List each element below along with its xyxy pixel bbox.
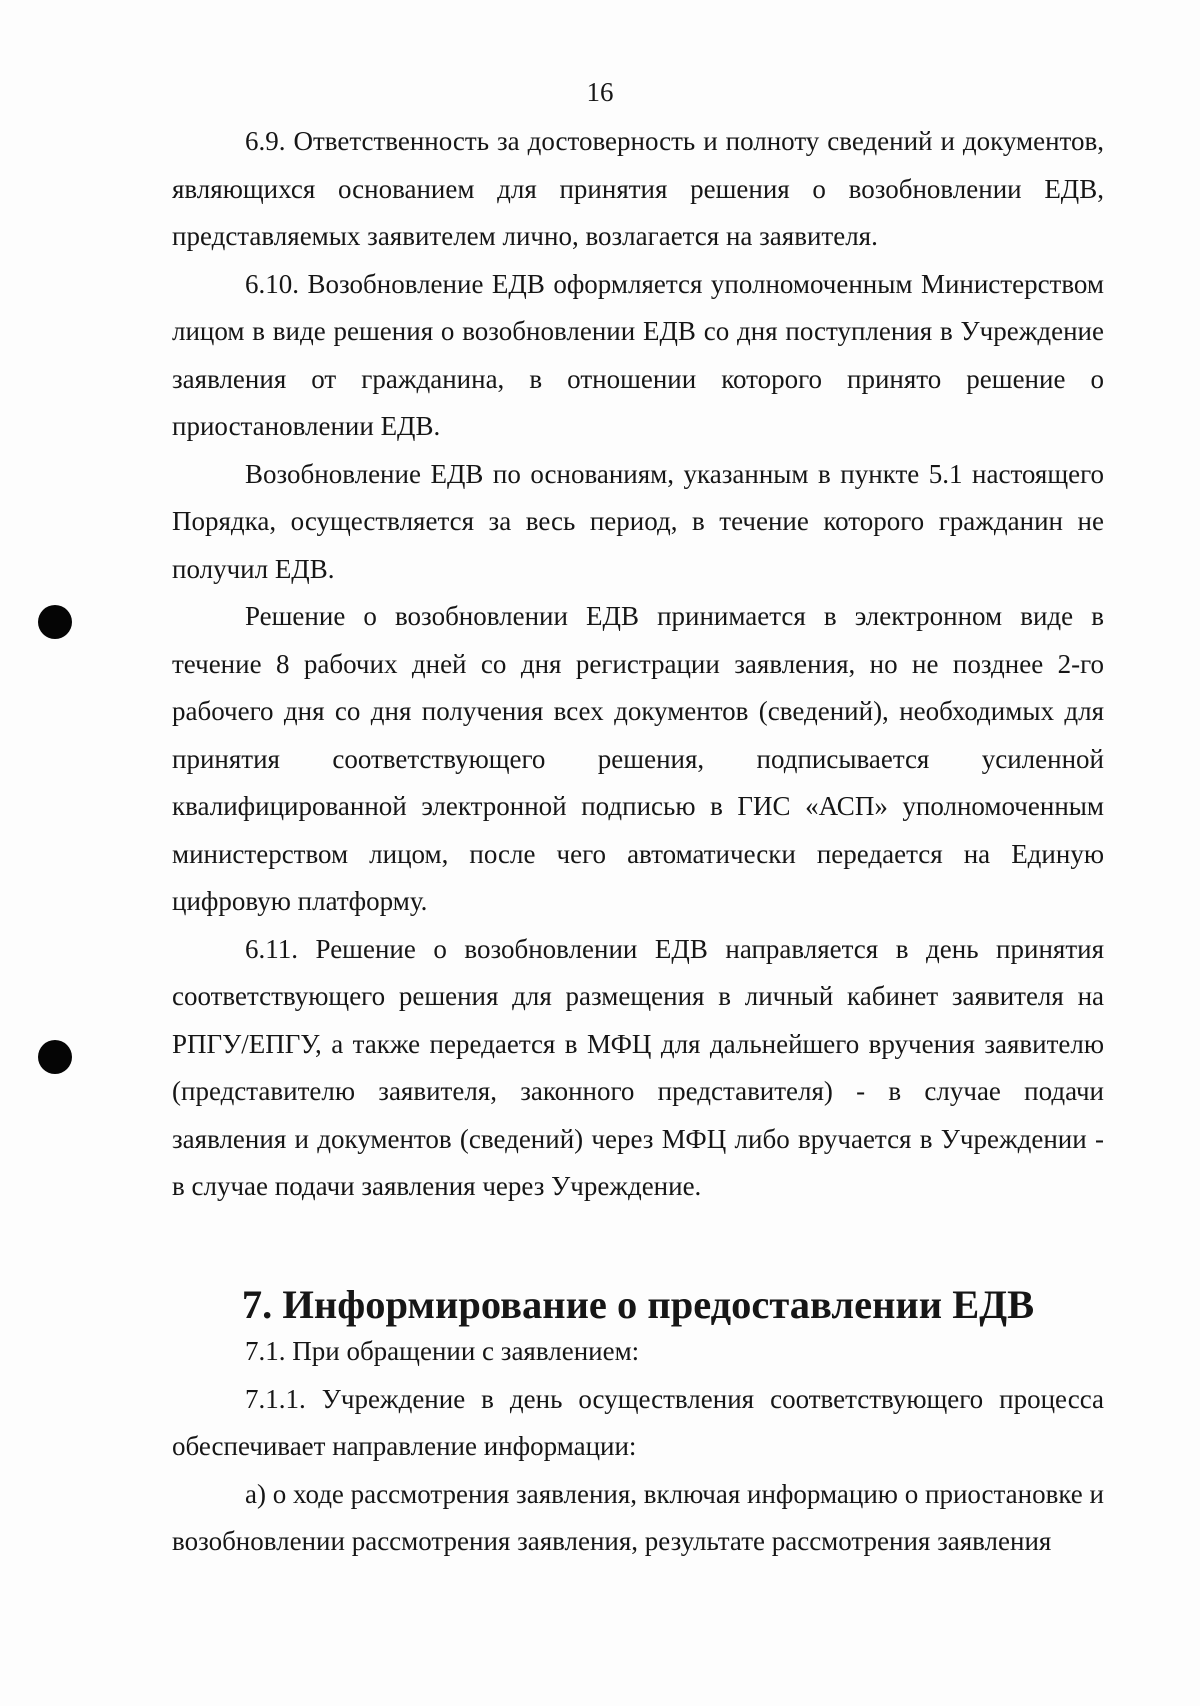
paragraph-6-11: 6.11. Решение о возобновлении ЕДВ направляется в день принятия соответствующего решения для размещения в личный кабинет заявителя на РПГУ/ЕПГУ, а также передается в МФЦ для дальнейшего вручения заявителю (представителю заявителя, законного представителя) - в случае подачи заявления и документов (сведений) через МФЦ либо вручается в Учреждении - в случае подачи заявления через Учреждение.	[172, 933, 1104, 1201]
document-body	[172, 118, 1104, 1566]
punch-hole-top	[38, 605, 72, 639]
punch-hole-bottom	[38, 1040, 72, 1074]
paragraph-6-9: 6.9. Ответственность за достоверность и полноту сведений и документов, являющихся основанием для принятия решения о возобновлении ЕДВ, представляемых заявителем лично, возлагается на заявителя.	[172, 126, 1104, 251]
paragraph-7-1-1-a: а) о ходе рассмотрения заявления, включая информацию о приостановке и возобновлении рассмотрения заявления, результате рассмотрения заявления	[172, 1478, 1104, 1556]
paragraph-7-1-1: 7.1.1. Учреждение в день осуществления соответствующего процесса обеспечивает направление информации:	[172, 1383, 1104, 1461]
section-7-heading: 7. Информирование о предоставлении ЕДВ	[241, 1281, 1035, 1327]
paragraph-6-10: 6.10. Возобновление ЕДВ оформляется уполномоченным Министерством лицом в виде решения о возобновлении ЕДВ со дня поступления в Учреждение заявления от гражданина, в отношении которого принято решение о приостановлении ЕДВ.	[172, 268, 1104, 441]
page-number: 16	[586, 77, 614, 107]
paragraph-resumption-decision: Решение о возобновлении ЕДВ принимается в электронном виде в течение 8 рабочих дней со дня регистрации заявления, но не позднее 2-го рабочего дня со дня получения всех документов (сведений), необходимых для принятия соответствующего решения, подписывается усиленной квалифицированной электронной подписью в ГИС «АСП» уполномоченным министерством лицом, после чего автоматически передается на Единую цифровую платформу.	[172, 601, 1104, 916]
paragraph-7-1: 7.1. При обращении с заявлением:	[245, 1336, 640, 1366]
paragraph-resumption-basis: Возобновление ЕДВ по основаниям, указанным в пункте 5.1 настоящего Порядка, осуществляется за весь период, в течение которого гражданин не получил ЕДВ.	[172, 458, 1104, 584]
